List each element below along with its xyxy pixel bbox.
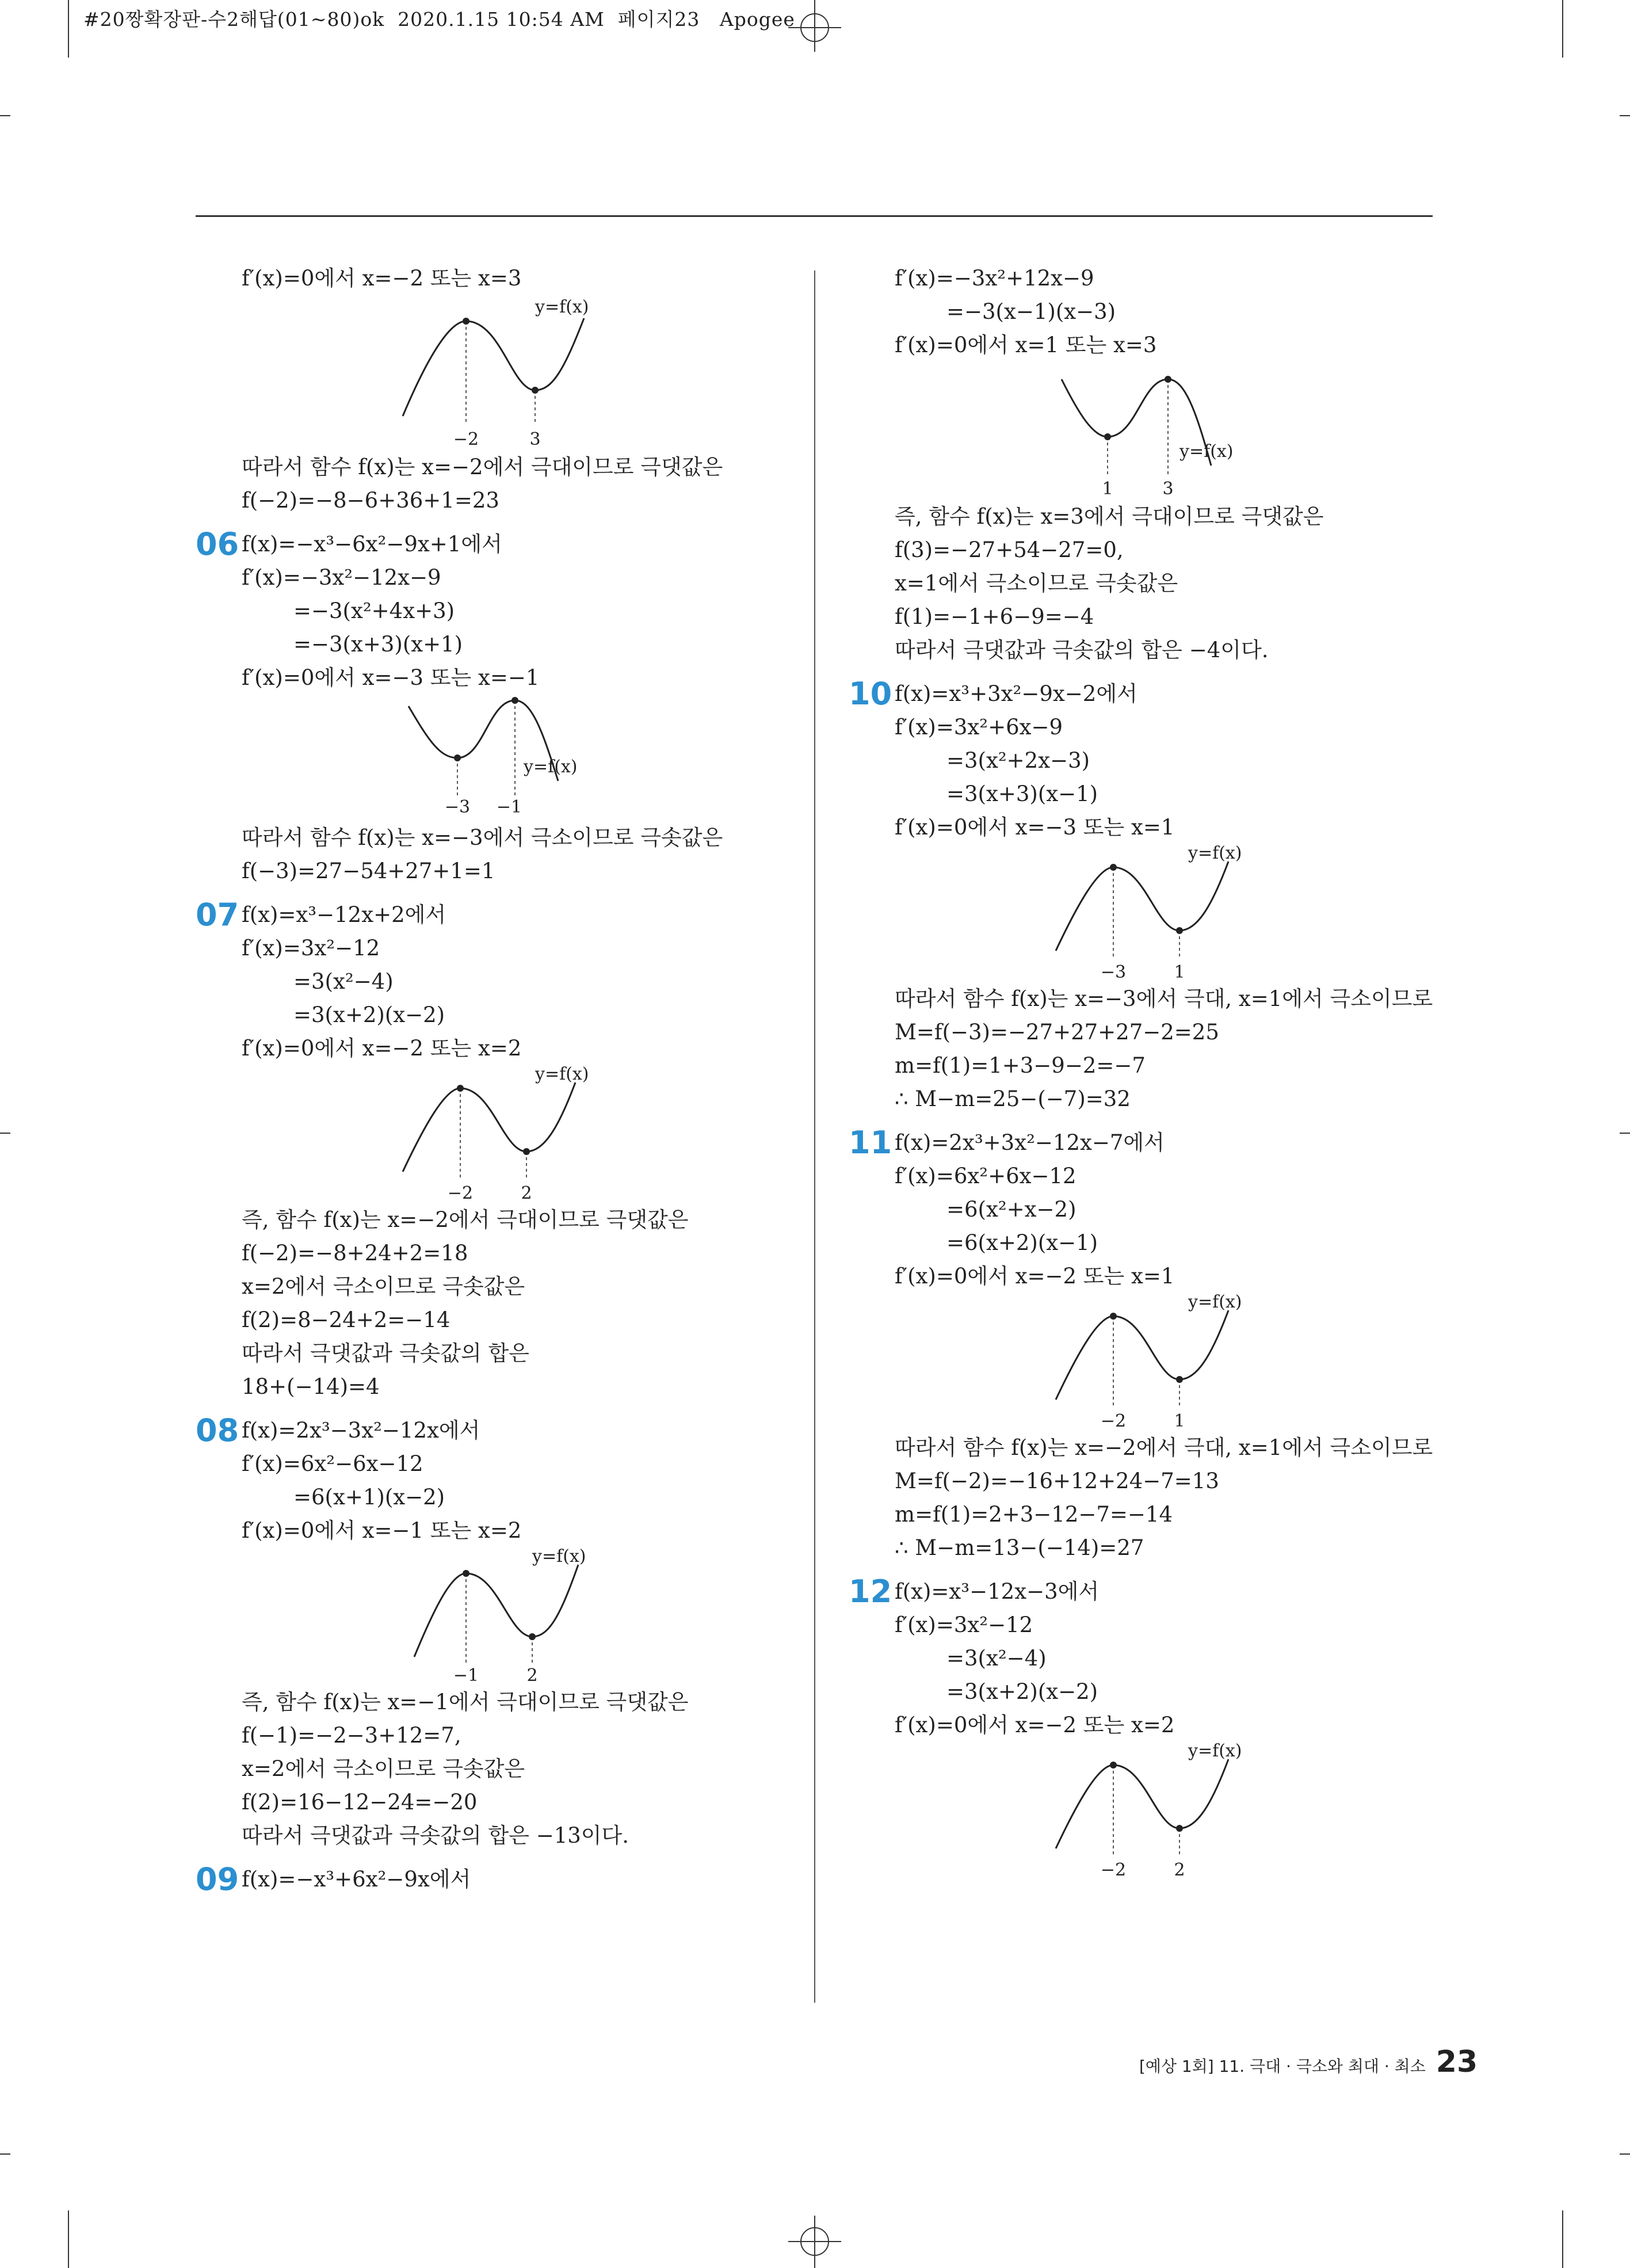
math-line: f(−2)=−8−6+36+1=23 — [242, 488, 499, 513]
curve-label: y=f(x) — [535, 297, 589, 317]
math-line: f′(x)=6x²+6x−12 — [895, 1164, 1077, 1188]
problem-number: 06 — [196, 526, 239, 562]
extremum-point — [1176, 1825, 1183, 1832]
problem-09 — [196, 1863, 794, 1896]
math-line: f(x)=2x³−3x²−12x에서 — [242, 1418, 480, 1443]
math-line: ∴ M−m=25−(−7)=32 — [895, 1087, 1131, 1111]
extremum-point — [457, 1085, 464, 1092]
crop-mark — [0, 115, 10, 116]
left-column — [196, 262, 794, 1896]
x-tick-label: −2 — [453, 429, 479, 449]
math-line: f(x)=x³−12x−3에서 — [895, 1579, 1100, 1604]
math-line: f′(x)=0에서 x=−2 또는 x=2 — [895, 1713, 1175, 1737]
x-tick-label: 1 — [1102, 479, 1113, 499]
cubic-curve — [1056, 1310, 1228, 1400]
math-line: =6(x+2)(x−1) — [946, 1230, 1098, 1255]
section-title: [예상 1회] 11. 극대 · 극소와 최대 · 최소 — [1139, 2057, 1426, 2076]
math-line: f′(x)=−3x²+12x−9 — [895, 266, 1094, 291]
problem-number: 07 — [196, 897, 239, 933]
extremum-point — [463, 318, 469, 325]
math-line: =3(x+2)(x−2) — [946, 1679, 1098, 1704]
x-tick-label: −1 — [496, 797, 522, 817]
curve-label: y=f(x) — [1188, 1742, 1242, 1761]
math-line: f(x)=−x³−6x²−9x+1에서 — [242, 532, 502, 556]
crop-mark — [1562, 2210, 1563, 2268]
math-line: f(x)=2x³+3x²−12x−7에서 — [895, 1130, 1165, 1155]
problem-number: 08 — [196, 1412, 239, 1449]
cubic-curve — [414, 1565, 578, 1657]
x-tick-label: −3 — [444, 797, 471, 817]
top-rule — [196, 215, 1433, 217]
cubic-graph — [1039, 1293, 1280, 1431]
math-line: f(3)=−27+54−27=0, — [895, 538, 1124, 562]
math-line: f(2)=8−24+2=−14 — [242, 1308, 451, 1332]
problem-12 — [849, 1575, 1447, 1880]
math-line: 즉, 함수 f(x)는 x=3에서 극대이므로 극댓값은 — [895, 504, 1324, 529]
math-line: f′(x)=0에서 x=−2 또는 x=2 — [242, 1036, 522, 1061]
math-line: 따라서 극댓값과 극솟값의 합은 — [242, 1341, 529, 1366]
extremum-point — [454, 754, 461, 761]
math-line: f′(x)=0에서 x=−2 또는 x=3 — [242, 266, 522, 291]
problem-11 — [849, 1126, 1447, 1565]
math-line: f′(x)=−3x²−12x−9 — [242, 565, 441, 590]
extremum-point — [511, 697, 518, 704]
math-line: m=f(1)=1+3−9−2=−7 — [895, 1053, 1146, 1078]
cubic-graph — [1039, 1742, 1280, 1880]
registration-mark-bottom — [788, 2216, 841, 2268]
math-line: f(2)=16−12−24=−20 — [242, 1790, 478, 1815]
x-tick-label: −3 — [1100, 962, 1127, 982]
x-tick-label: 1 — [1174, 1411, 1185, 1431]
cubic-curve — [403, 1082, 575, 1172]
cubic-graph — [1039, 844, 1280, 982]
extremum-point — [532, 387, 539, 394]
math-line: ∴ M−m=13−(−14)=27 — [895, 1535, 1144, 1560]
extremum-point — [1165, 376, 1171, 383]
column-divider — [814, 270, 815, 2003]
crop-mark — [1620, 115, 1630, 116]
cubic-curve — [1056, 862, 1228, 951]
problem-06 — [196, 528, 794, 888]
curve-label: y=f(x) — [524, 757, 578, 777]
math-line: 즉, 함수 f(x)는 x=−2에서 극대이므로 극댓값은 — [242, 1207, 689, 1232]
right-column — [849, 262, 1447, 1880]
math-line: =6(x+1)(x−2) — [293, 1485, 445, 1510]
math-line: =−3(x+3)(x+1) — [293, 632, 463, 657]
page-number: 23 — [1436, 2045, 1478, 2079]
x-tick-label: 1 — [1174, 962, 1185, 982]
extremum-point — [523, 1148, 530, 1155]
math-line: =6(x²+x−2) — [946, 1197, 1077, 1222]
x-tick-label: 2 — [521, 1183, 532, 1203]
problem-number: 12 — [849, 1573, 892, 1610]
math-line: =3(x+3)(x−1) — [946, 782, 1098, 806]
math-line: f(−3)=27−54+27+1=1 — [242, 859, 495, 883]
cubic-graph — [385, 295, 627, 451]
crop-mark — [1620, 1133, 1630, 1134]
crop-mark — [0, 1133, 10, 1134]
math-line: 따라서 함수 f(x)는 x=−3에서 극대, x=1에서 극소이므로 — [895, 986, 1433, 1011]
cubic-curve — [403, 318, 584, 416]
math-line: f′(x)=0에서 x=−3 또는 x=1 — [895, 815, 1175, 840]
math-line: 따라서 극댓값과 극솟값의 합은 −4이다. — [895, 638, 1269, 662]
problem-number: 10 — [849, 676, 892, 712]
page-footer — [1139, 2045, 1478, 2079]
math-line: f′(x)=0에서 x=1 또는 x=3 — [895, 333, 1157, 357]
math-line: M=f(−2)=−16+12+24−7=13 — [895, 1469, 1219, 1493]
math-line: f′(x)=3x²−12 — [242, 936, 380, 960]
extremum-point — [1104, 433, 1111, 440]
math-line: =−3(x−1)(x−3) — [946, 299, 1116, 324]
curve-label: y=f(x) — [535, 1065, 589, 1084]
extremum-point — [1110, 864, 1117, 871]
print-header: #20짱확장판-수2해답(01~80)ok 2020.1.15 10:54 AM 페이지23 Apogee — [83, 8, 795, 31]
math-line: =3(x²+2x−3) — [946, 748, 1090, 773]
math-line: f(x)=−x³+6x²−9x에서 — [242, 1867, 471, 1892]
math-line: f(1)=−1+6−9=−4 — [895, 604, 1094, 629]
problem-10 — [849, 677, 1447, 1116]
math-line: x=2에서 극소이므로 극솟값은 — [242, 1756, 525, 1781]
math-line: x=1에서 극소이므로 극솟값은 — [895, 571, 1178, 596]
extremum-point — [1110, 1762, 1117, 1768]
x-tick-label: −2 — [1100, 1860, 1127, 1880]
math-line: 따라서 함수 f(x)는 x=−2에서 극대, x=1에서 극소이므로 — [895, 1435, 1433, 1460]
math-line: 따라서 함수 f(x)는 x=−2에서 극대이므로 극댓값은 — [242, 455, 723, 479]
extremum-point — [463, 1570, 469, 1577]
math-line: f′(x)=6x²−6x−12 — [242, 1451, 423, 1476]
curve-label: y=f(x) — [1188, 1293, 1242, 1312]
x-tick-label: 3 — [1162, 479, 1174, 499]
math-line: =3(x²−4) — [293, 969, 394, 994]
math-line: f(x)=x³+3x²−9x−2에서 — [895, 681, 1137, 706]
cubic-graph — [385, 1065, 627, 1203]
math-line: =3(x²−4) — [946, 1646, 1047, 1671]
math-line: f(x)=x³−12x+2에서 — [242, 902, 446, 927]
x-tick-label: 2 — [526, 1665, 538, 1686]
math-line: f′(x)=0에서 x=−3 또는 x=−1 — [242, 665, 540, 690]
math-line: f(−1)=−2−3+12=7, — [242, 1723, 461, 1748]
math-line: 따라서 함수 f(x)는 x=−3에서 극소이므로 극솟값은 — [242, 825, 723, 850]
curve-label: y=f(x) — [532, 1547, 586, 1566]
registration-mark-top — [788, 0, 841, 52]
x-tick-label: −2 — [1100, 1411, 1127, 1431]
x-tick-label: 2 — [1174, 1860, 1185, 1880]
extremum-point — [1176, 1376, 1183, 1383]
crop-mark — [68, 2210, 69, 2268]
math-line: x=2에서 극소이므로 극솟값은 — [242, 1274, 525, 1299]
math-line: f′(x)=0에서 x=−1 또는 x=2 — [242, 1518, 522, 1543]
crop-mark — [68, 0, 69, 58]
math-line: M=f(−3)=−27+27+27−2=25 — [895, 1020, 1219, 1045]
math-line: m=f(1)=2+3−12−7=−14 — [895, 1502, 1173, 1527]
curve-label: y=f(x) — [1179, 441, 1234, 462]
problem-09-continued — [849, 262, 1447, 667]
extremum-point — [1110, 1313, 1117, 1320]
math-line: f′(x)=3x²−12 — [895, 1613, 1033, 1637]
problem-number: 09 — [196, 1861, 239, 1897]
extremum-point — [1176, 927, 1183, 934]
math-line: 따라서 극댓값과 극솟값의 합은 −13이다. — [242, 1823, 629, 1848]
math-line: f′(x)=3x²+6x−9 — [895, 715, 1063, 740]
cubic-graph — [385, 1547, 627, 1686]
math-line: =−3(x²+4x+3) — [293, 599, 455, 623]
math-line: 18+(−14)=4 — [242, 1374, 380, 1399]
x-tick-label: −1 — [453, 1665, 479, 1686]
crop-mark — [1620, 2153, 1630, 2155]
math-line: =3(x+2)(x−2) — [293, 1003, 445, 1027]
curve-label: y=f(x) — [1188, 844, 1242, 863]
math-line: f(−2)=−8+24+2=18 — [242, 1241, 468, 1265]
math-line: f′(x)=0에서 x=−2 또는 x=1 — [895, 1264, 1175, 1289]
crop-mark — [0, 2153, 10, 2155]
cubic-graph — [385, 695, 627, 821]
problem-05-continued — [196, 262, 794, 517]
crop-mark — [1562, 0, 1563, 58]
cubic-graph — [1039, 362, 1280, 500]
cubic-curve — [1056, 1759, 1228, 1848]
problem-07 — [196, 898, 794, 1404]
x-tick-label: 3 — [529, 429, 541, 449]
problem-08 — [196, 1414, 794, 1852]
math-line: 즉, 함수 f(x)는 x=−1에서 극대이므로 극댓값은 — [242, 1690, 689, 1714]
extremum-point — [529, 1633, 536, 1640]
problem-number: 11 — [849, 1125, 892, 1161]
x-tick-label: −2 — [447, 1183, 474, 1203]
